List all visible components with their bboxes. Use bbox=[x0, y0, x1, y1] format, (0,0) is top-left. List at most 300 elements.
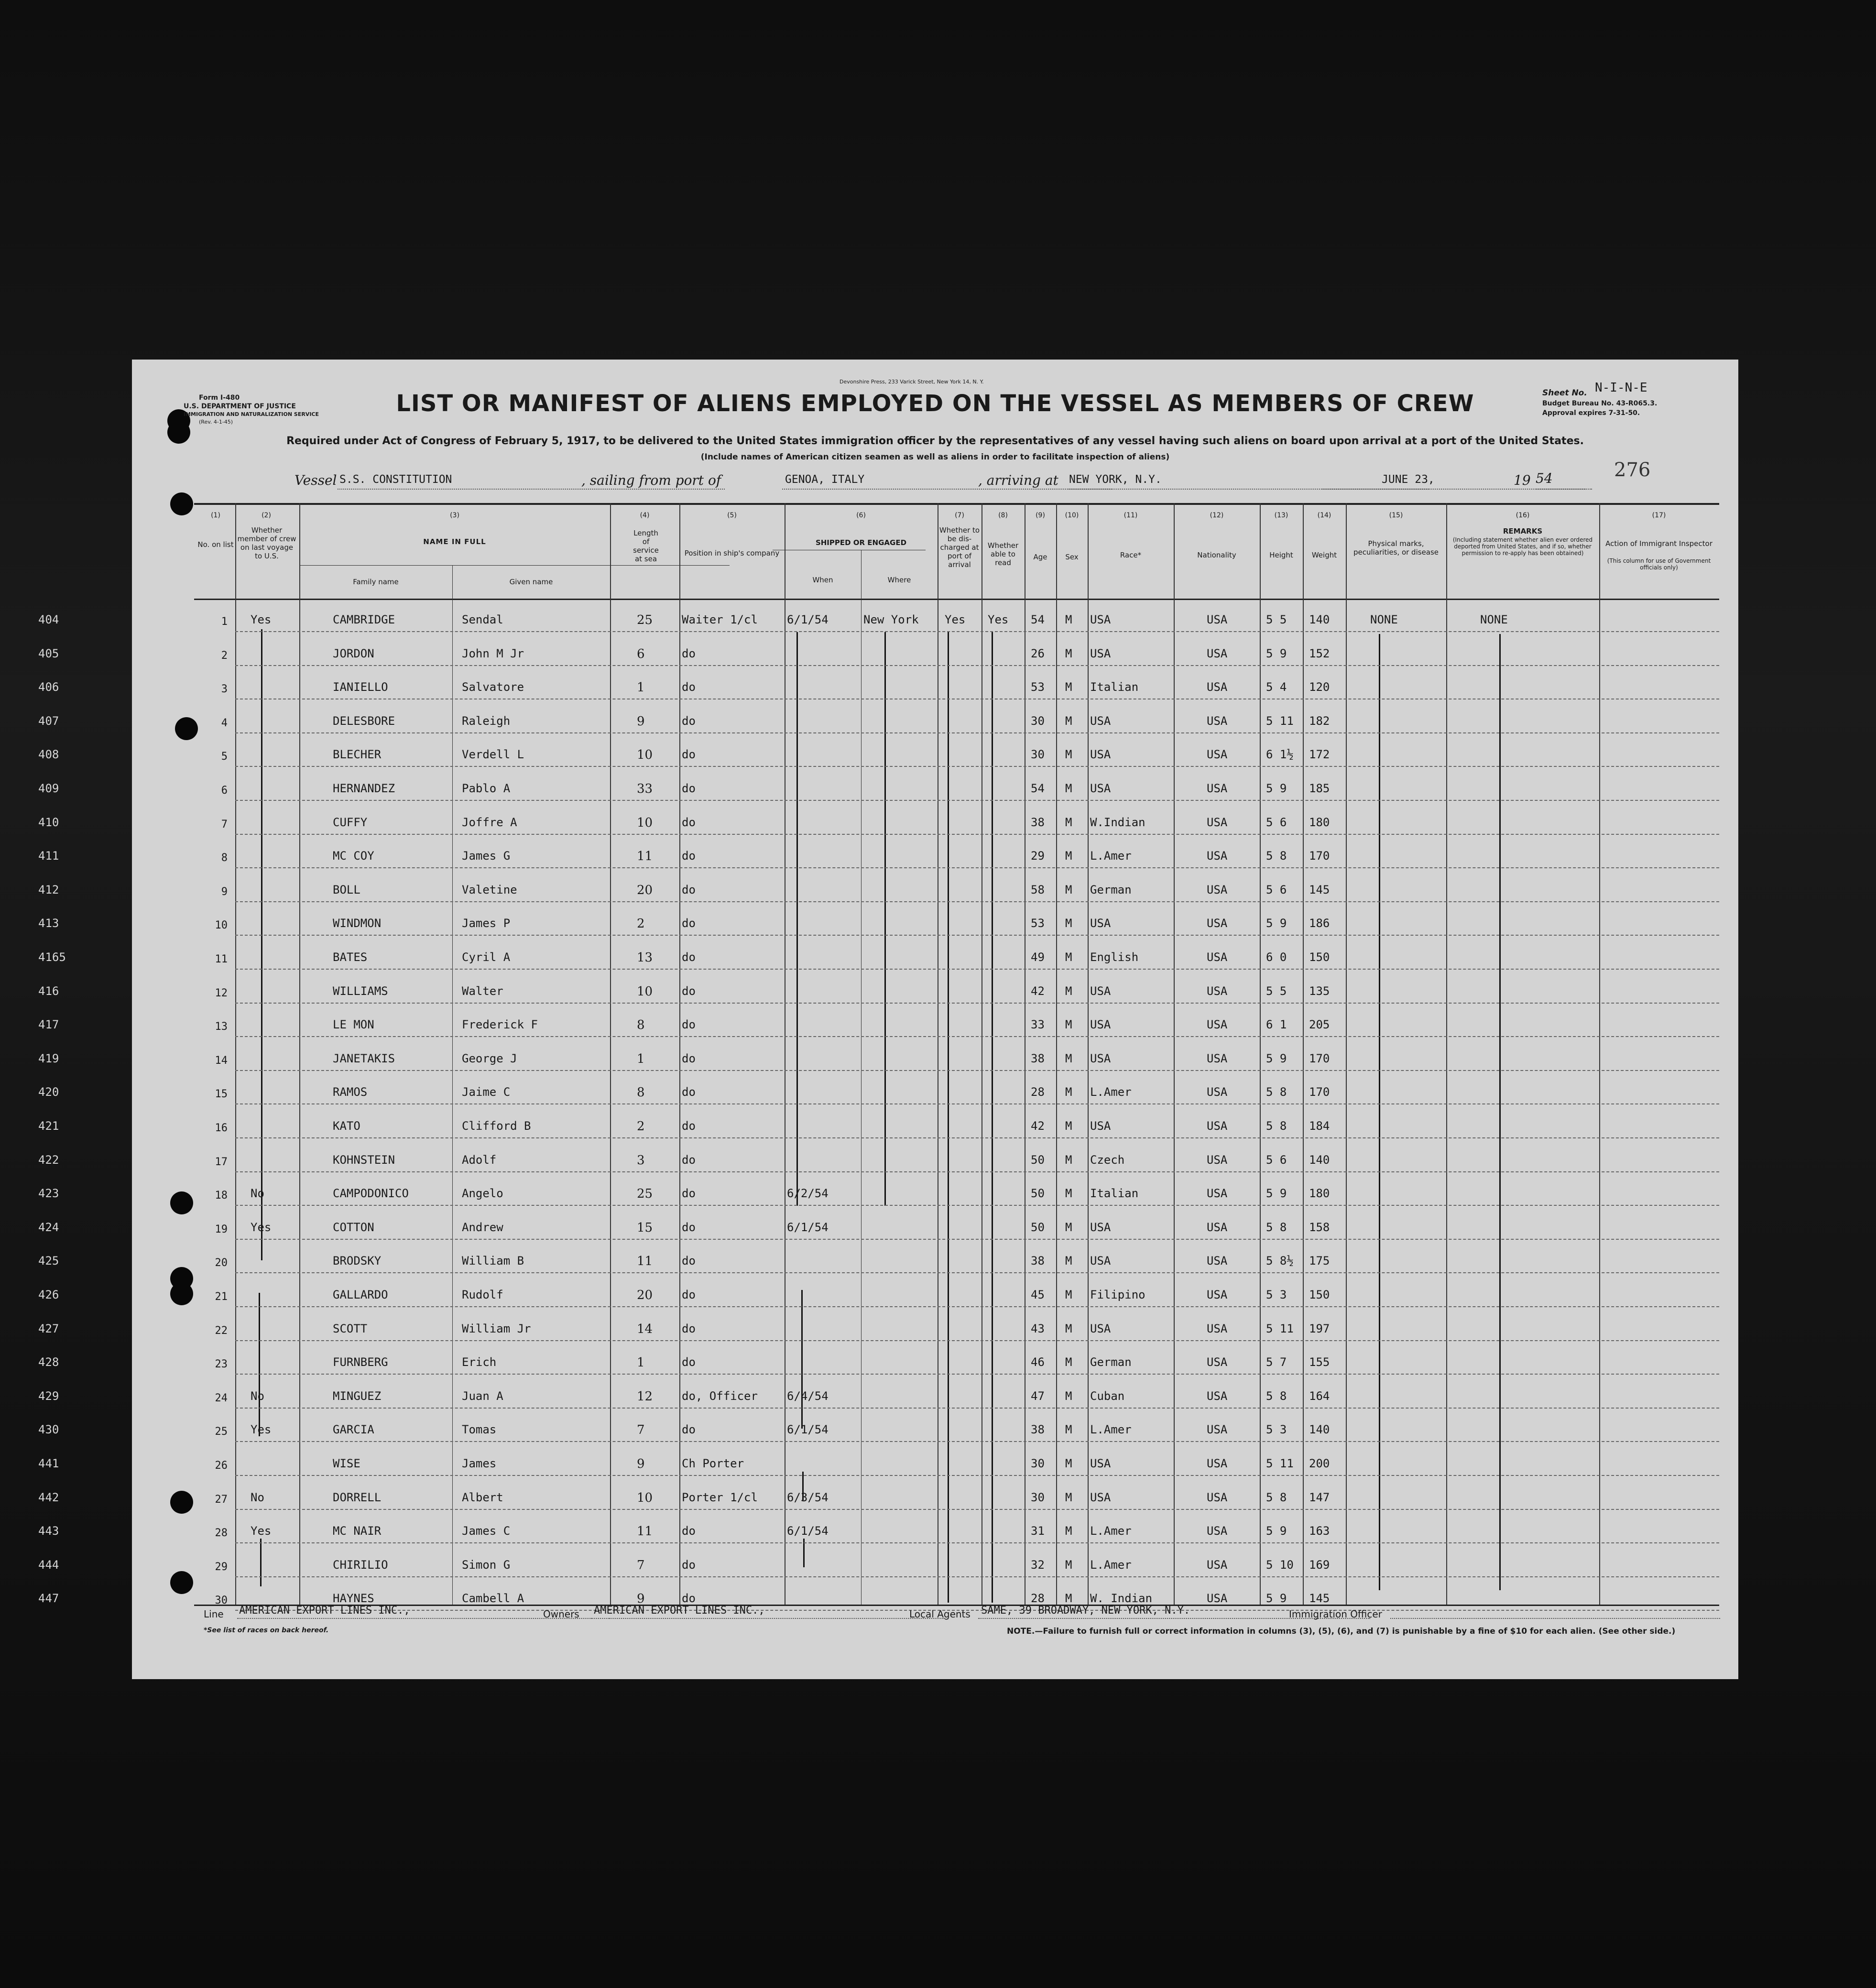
cell-race: USA bbox=[1090, 714, 1111, 728]
service-name: IMMIGRATION AND NATURALIZATION SERVICE bbox=[184, 411, 319, 417]
cell-nationality: USA bbox=[1207, 849, 1228, 863]
printer-line: Devonshire Press, 233 Varick Street, New York 14, N. Y. bbox=[840, 379, 984, 385]
page-subtitle: Required under Act of Congress of February 5, 1917, to be delivered to the United States immigration officer by the representatives of any vessel having such aliens on board upon arrival at a port of the United States. bbox=[286, 435, 1584, 447]
line-label: Line bbox=[204, 1608, 224, 1620]
cell-age: 33 bbox=[1031, 1018, 1045, 1031]
col-header-nationality: Nationality bbox=[1197, 551, 1236, 559]
owners-value: AMERICAN EXPORT LINES INC., bbox=[594, 1605, 765, 1617]
cell-race: L.Amer bbox=[1090, 1085, 1132, 1099]
list-number: 27 bbox=[215, 1494, 228, 1506]
cell-race: Italian bbox=[1090, 680, 1139, 694]
table-row bbox=[132, 680, 1738, 709]
cell-weight: 186 bbox=[1309, 917, 1330, 930]
cell-race: Cuban bbox=[1090, 1389, 1125, 1403]
cell-given-name: Verdell L bbox=[462, 748, 524, 761]
col-header-discharged: Whether to be dis-charged at port of arrival bbox=[939, 526, 980, 569]
cell-remarks: NONE bbox=[1480, 613, 1508, 626]
cell-family-name: RAMOS bbox=[333, 1085, 368, 1099]
cell-prev-voyage: Yes bbox=[251, 1221, 272, 1234]
list-number: 6 bbox=[221, 785, 228, 797]
cell-family-name: SCOTT bbox=[333, 1322, 368, 1335]
cell-sex: M bbox=[1065, 1254, 1072, 1267]
cell-weight: 200 bbox=[1309, 1457, 1330, 1470]
cell-service-length: 10 bbox=[637, 816, 653, 830]
cell-given-name: Frederick F bbox=[462, 1018, 538, 1031]
cell-shipped-when: 6/1/54 bbox=[787, 1423, 829, 1436]
ledger-number: 4165 bbox=[38, 950, 66, 964]
col-header-sex: Sex bbox=[1065, 553, 1079, 561]
cell-shipped-when: 6/4/54 bbox=[787, 1389, 829, 1403]
cell-service-length: 25 bbox=[637, 1187, 653, 1201]
cell-prev-voyage: No bbox=[251, 1491, 264, 1504]
cell-given-name: William Jr bbox=[462, 1322, 531, 1335]
cell-service-length: 7 bbox=[637, 1558, 645, 1573]
cell-service-length: 7 bbox=[637, 1423, 645, 1437]
cell-height: 6 1 bbox=[1266, 1018, 1287, 1031]
cell-weight: 197 bbox=[1309, 1322, 1330, 1335]
cell-sex: M bbox=[1065, 1592, 1072, 1605]
cell-family-name: COTTON bbox=[333, 1221, 374, 1234]
cell-prev-voyage: No bbox=[251, 1389, 264, 1403]
cell-service-length: 2 bbox=[637, 917, 645, 931]
table-row bbox=[132, 748, 1738, 776]
cell-age: 46 bbox=[1031, 1355, 1045, 1369]
list-number: 2 bbox=[221, 650, 228, 662]
sailing-port: GENOA, ITALY bbox=[785, 473, 865, 486]
cell-service-length: 13 bbox=[637, 950, 653, 965]
cell-race: L.Amer bbox=[1090, 1423, 1132, 1436]
sheet-label: Sheet No. bbox=[1542, 388, 1587, 398]
cell-family-name: BOLL bbox=[333, 883, 360, 896]
cell-age: 30 bbox=[1031, 714, 1045, 728]
local-agents-label: Local Agents bbox=[909, 1608, 971, 1620]
cell-family-name: MC COY bbox=[333, 849, 374, 863]
table-row bbox=[132, 1254, 1738, 1283]
cell-service-length: 1 bbox=[637, 1052, 645, 1066]
cell-sex: M bbox=[1065, 1558, 1072, 1572]
page-title: LIST OR MANIFEST OF ALIENS EMPLOYED ON THE VESSEL AS MEMBERS OF CREW bbox=[396, 390, 1474, 417]
cell-family-name: BATES bbox=[333, 950, 368, 964]
arrival-date: JUNE 23, bbox=[1382, 473, 1435, 486]
cell-given-name: William B bbox=[462, 1254, 524, 1267]
cell-sex: M bbox=[1065, 1288, 1072, 1301]
cell-family-name: DORRELL bbox=[333, 1491, 382, 1504]
col-header-service: Length of service at sea bbox=[633, 529, 659, 563]
cell-race: USA bbox=[1090, 613, 1111, 626]
table-row bbox=[132, 1322, 1738, 1351]
col-header-last-voyage: Whether member of crew on last voyage to U.S. bbox=[237, 526, 296, 560]
cell-given-name: Sendal bbox=[462, 613, 503, 626]
cell-sex: M bbox=[1065, 1491, 1072, 1504]
cell-position: do bbox=[682, 917, 696, 930]
form-number: Form I-480 bbox=[199, 394, 240, 402]
cell-service-length: 9 bbox=[637, 714, 645, 729]
cell-position: do bbox=[682, 714, 696, 728]
cell-given-name: Simon G bbox=[462, 1558, 511, 1572]
cell-position: do bbox=[682, 1423, 696, 1436]
cell-family-name: HERNANDEZ bbox=[333, 782, 395, 795]
list-number: 4 bbox=[221, 717, 228, 729]
cell-sex: M bbox=[1065, 1153, 1072, 1167]
cell-nationality: USA bbox=[1207, 1119, 1228, 1133]
list-number: 19 bbox=[215, 1223, 228, 1235]
cell-given-name: Clifford B bbox=[462, 1119, 531, 1133]
table-row bbox=[132, 1524, 1738, 1553]
list-number: 13 bbox=[215, 1021, 228, 1033]
cell-given-name: James P bbox=[462, 917, 511, 930]
cell-nationality: USA bbox=[1207, 1254, 1228, 1267]
cell-family-name: MC NAIR bbox=[333, 1524, 382, 1538]
cell-race: Italian bbox=[1090, 1187, 1139, 1200]
cell-age: 31 bbox=[1031, 1524, 1045, 1538]
cell-race: W. Indian bbox=[1090, 1592, 1153, 1605]
list-number: 22 bbox=[215, 1325, 228, 1337]
cell-race: L.Amer bbox=[1090, 1524, 1132, 1538]
cell-service-length: 3 bbox=[637, 1153, 645, 1168]
form-revision: (Rev. 4-1-45) bbox=[199, 419, 233, 425]
cell-nationality: USA bbox=[1207, 1018, 1228, 1031]
cell-age: 50 bbox=[1031, 1187, 1045, 1200]
cell-age: 38 bbox=[1031, 816, 1045, 829]
cell-nationality: USA bbox=[1207, 1187, 1228, 1200]
cell-race: USA bbox=[1090, 1052, 1111, 1065]
cell-age: 28 bbox=[1031, 1592, 1045, 1605]
cell-nationality: USA bbox=[1207, 748, 1228, 761]
cell-race: USA bbox=[1090, 984, 1111, 998]
arriving-port: NEW YORK, N.Y. bbox=[1069, 473, 1162, 486]
col-header-no: No. on list bbox=[197, 540, 234, 549]
ledger-number: 447 bbox=[38, 1592, 59, 1605]
cell-age: 38 bbox=[1031, 1052, 1045, 1065]
cell-weight: 140 bbox=[1309, 613, 1330, 626]
cell-height: 5 5 bbox=[1266, 984, 1287, 998]
table-row bbox=[132, 1085, 1738, 1114]
cell-given-name: Cyril A bbox=[462, 950, 511, 964]
cell-nationality: USA bbox=[1207, 714, 1228, 728]
cell-shipped-when: 6/1/54 bbox=[787, 1221, 829, 1234]
list-number: 18 bbox=[215, 1190, 228, 1202]
cell-weight: 182 bbox=[1309, 714, 1330, 728]
cell-nationality: USA bbox=[1207, 917, 1228, 930]
cell-weight: 120 bbox=[1309, 680, 1330, 694]
cell-height: 5 8 bbox=[1266, 1389, 1287, 1403]
cell-family-name: CAMPODONICO bbox=[333, 1187, 409, 1200]
cell-race: USA bbox=[1090, 1018, 1111, 1031]
list-number: 26 bbox=[215, 1460, 228, 1472]
cell-family-name: IANIELLO bbox=[333, 680, 388, 694]
cell-sex: M bbox=[1065, 748, 1072, 761]
cell-family-name: KOHNSTEIN bbox=[333, 1153, 395, 1167]
cell-position: do bbox=[682, 680, 696, 694]
table-row bbox=[132, 984, 1738, 1013]
list-number: 21 bbox=[215, 1291, 228, 1303]
cell-position: do bbox=[682, 1355, 696, 1369]
table-row bbox=[132, 1018, 1738, 1047]
cell-family-name: DELESBORE bbox=[333, 714, 395, 728]
cell-position: do bbox=[682, 1119, 696, 1133]
cell-position: do bbox=[682, 816, 696, 829]
cell-height: 5 8 bbox=[1266, 1491, 1287, 1504]
col-header-inspector-note: (This column for use of Government officials only) bbox=[1607, 557, 1711, 571]
cell-family-name: HAYNES bbox=[333, 1592, 374, 1605]
cell-shipped-when: 6/1/54 bbox=[787, 613, 829, 626]
cell-weight: 172 bbox=[1309, 748, 1330, 761]
cell-able-to-read: Yes bbox=[988, 613, 1009, 626]
ledger-number: 413 bbox=[38, 917, 59, 930]
cell-sex: M bbox=[1065, 714, 1072, 728]
fine-note: NOTE.—Failure to furnish full or correct information in columns (3), (5), (6), and (7) is punishable by a fine of $10 for each alien. (See other side.) bbox=[1007, 1627, 1676, 1636]
stamp-number: 276 bbox=[1614, 459, 1651, 481]
punch-hole bbox=[170, 492, 193, 515]
cell-family-name: BLECHER bbox=[333, 748, 382, 761]
cell-service-length: 8 bbox=[637, 1018, 645, 1032]
cell-nationality: USA bbox=[1207, 984, 1228, 998]
sailing-label: , sailing from port of bbox=[581, 472, 721, 488]
cell-race: USA bbox=[1090, 647, 1111, 660]
ledger-number: 416 bbox=[38, 984, 59, 998]
cell-height: 5 6 bbox=[1266, 883, 1287, 896]
cell-age: 42 bbox=[1031, 984, 1045, 998]
cell-age: 38 bbox=[1031, 1254, 1045, 1267]
cell-sex: M bbox=[1065, 816, 1072, 829]
cell-sex: M bbox=[1065, 1457, 1072, 1470]
cell-position: do bbox=[682, 782, 696, 795]
ledger-number: 422 bbox=[38, 1153, 59, 1167]
cell-position: do bbox=[682, 1085, 696, 1099]
cell-nationality: USA bbox=[1207, 782, 1228, 795]
cell-race: USA bbox=[1090, 748, 1111, 761]
cell-prev-voyage: Yes bbox=[251, 613, 272, 626]
cell-nationality: USA bbox=[1207, 1288, 1228, 1301]
list-number: 28 bbox=[215, 1527, 228, 1539]
ledger-number: 443 bbox=[38, 1524, 59, 1538]
cell-nationality: USA bbox=[1207, 1153, 1228, 1167]
ledger-number: 426 bbox=[38, 1288, 59, 1301]
cell-position: do bbox=[682, 1254, 696, 1267]
cell-position: do bbox=[682, 1288, 696, 1301]
cell-race: Czech bbox=[1090, 1153, 1125, 1167]
cell-service-length: 8 bbox=[637, 1085, 645, 1100]
cell-age: 28 bbox=[1031, 1085, 1045, 1099]
cell-age: 49 bbox=[1031, 950, 1045, 964]
cell-height: 5 9 bbox=[1266, 1052, 1287, 1065]
col-header-inspector: Action of Immigrant Inspector bbox=[1605, 539, 1712, 548]
cell-position: do bbox=[682, 883, 696, 896]
cell-shipped-when: 6/3/54 bbox=[787, 1491, 829, 1504]
cell-race: USA bbox=[1090, 1221, 1111, 1234]
ledger-number: 405 bbox=[38, 647, 59, 660]
cell-weight: 150 bbox=[1309, 1288, 1330, 1301]
cell-height: 5 9 bbox=[1266, 782, 1287, 795]
cell-height: 5 3 bbox=[1266, 1288, 1287, 1301]
cell-race: German bbox=[1090, 1355, 1132, 1369]
cell-race: Filipino bbox=[1090, 1288, 1145, 1301]
cell-sex: M bbox=[1065, 1322, 1072, 1335]
cell-nationality: USA bbox=[1207, 1221, 1228, 1234]
list-number: 15 bbox=[215, 1088, 228, 1100]
cell-sex: M bbox=[1065, 1187, 1072, 1200]
cell-nationality: USA bbox=[1207, 1524, 1228, 1538]
table-row bbox=[132, 1355, 1738, 1384]
table-row bbox=[132, 849, 1738, 878]
cell-given-name: Juan A bbox=[462, 1389, 503, 1403]
cell-nationality: USA bbox=[1207, 1085, 1228, 1099]
cell-given-name: Pablo A bbox=[462, 782, 511, 795]
cell-position: do bbox=[682, 1221, 696, 1234]
cell-weight: 180 bbox=[1309, 816, 1330, 829]
cell-nationality: USA bbox=[1207, 1423, 1228, 1436]
cell-age: 26 bbox=[1031, 647, 1045, 660]
cell-height: 6 0 bbox=[1266, 950, 1287, 964]
col-header-height: Height bbox=[1269, 551, 1293, 559]
cell-sex: M bbox=[1065, 1119, 1072, 1133]
ledger-number: 444 bbox=[38, 1558, 59, 1572]
cell-weight: 169 bbox=[1309, 1558, 1330, 1572]
list-number: 25 bbox=[215, 1426, 228, 1438]
cell-prev-voyage: No bbox=[251, 1187, 264, 1200]
cell-height: 5 6 bbox=[1266, 816, 1287, 829]
cell-family-name: GARCIA bbox=[333, 1423, 374, 1436]
cell-service-length: 9 bbox=[637, 1592, 645, 1606]
cell-service-length: 33 bbox=[637, 782, 653, 796]
cell-given-name: Salvatore bbox=[462, 680, 524, 694]
page-subtitle-note: (Include names of American citizen seamen as well as aliens in order to facilitate inspection of aliens) bbox=[700, 452, 1170, 462]
ledger-number: 441 bbox=[38, 1457, 59, 1470]
cell-weight: 170 bbox=[1309, 849, 1330, 863]
cell-weight: 145 bbox=[1309, 1592, 1330, 1605]
col-header-marks: Physical marks, peculiarities, or disease bbox=[1353, 539, 1439, 557]
ledger-number: 424 bbox=[38, 1221, 59, 1234]
cell-nationality: USA bbox=[1207, 1052, 1228, 1065]
col-header-shipped: SHIPPED OR ENGAGED bbox=[815, 538, 907, 547]
cell-family-name: JANETAKIS bbox=[333, 1052, 395, 1065]
cell-family-name: WISE bbox=[333, 1457, 360, 1470]
cell-sex: M bbox=[1065, 1052, 1072, 1065]
cell-height: 5 8 bbox=[1266, 1221, 1287, 1234]
list-number: 24 bbox=[215, 1392, 228, 1404]
cell-height: 5 8 bbox=[1266, 849, 1287, 863]
cell-nationality: USA bbox=[1207, 1322, 1228, 1335]
cell-position: do bbox=[682, 984, 696, 998]
cell-given-name: James G bbox=[462, 849, 511, 863]
cell-given-name: Rudolf bbox=[462, 1288, 503, 1301]
col-header-given-name: Given name bbox=[509, 578, 553, 586]
cell-discharged: Yes bbox=[945, 613, 966, 626]
arriving-label: , arriving at bbox=[978, 472, 1058, 488]
cell-age: 54 bbox=[1031, 782, 1045, 795]
ledger-number: 407 bbox=[38, 714, 59, 728]
cell-given-name: James C bbox=[462, 1524, 511, 1538]
cell-family-name: CUFFY bbox=[333, 816, 368, 829]
cell-age: 47 bbox=[1031, 1389, 1045, 1403]
list-number: 14 bbox=[215, 1055, 228, 1067]
approval-expiry: Approval expires 7-31-50. bbox=[1542, 409, 1640, 417]
table-row bbox=[132, 816, 1738, 844]
table-row bbox=[132, 1389, 1738, 1418]
cell-race: English bbox=[1090, 950, 1139, 964]
cell-sex: M bbox=[1065, 917, 1072, 930]
cell-position: do bbox=[682, 1322, 696, 1335]
ledger-number: 404 bbox=[38, 613, 59, 626]
table-row bbox=[132, 782, 1738, 810]
col-header-when: When bbox=[812, 576, 833, 584]
cell-service-length: 10 bbox=[637, 984, 653, 999]
cell-weight: 155 bbox=[1309, 1355, 1330, 1369]
cell-race: USA bbox=[1090, 782, 1111, 795]
ledger-number: 409 bbox=[38, 782, 59, 795]
cell-position: do bbox=[682, 748, 696, 761]
cell-weight: 158 bbox=[1309, 1221, 1330, 1234]
cell-race: USA bbox=[1090, 1457, 1111, 1470]
cell-position: do bbox=[682, 849, 696, 863]
cell-weight: 145 bbox=[1309, 883, 1330, 896]
cell-service-length: 12 bbox=[637, 1389, 653, 1404]
ledger-number: 417 bbox=[38, 1018, 59, 1031]
cell-service-length: 11 bbox=[637, 1524, 653, 1539]
cell-sex: M bbox=[1065, 613, 1072, 626]
cell-weight: 140 bbox=[1309, 1153, 1330, 1167]
cell-nationality: USA bbox=[1207, 1558, 1228, 1572]
ledger-number: 428 bbox=[38, 1355, 59, 1369]
cell-nationality: USA bbox=[1207, 950, 1228, 964]
cell-age: 30 bbox=[1031, 1491, 1045, 1504]
table-row bbox=[132, 1491, 1738, 1519]
cell-height: 5 8 bbox=[1266, 1085, 1287, 1099]
manifest-sheet: Form I-480 U.S. DEPARTMENT OF JUSTICE IMMIGRATION AND NATURALIZATION SERVICE (Rev. 4-1-45) Devonshire Press, 233 Varick Street, New York 14, N. Y. LIST OR MANIFEST OF ALIENS EMPLOYED ON THE VESSEL AS MEMBERS OF CREW Required under Act of Congress of February 5, 1917, to be delivered to the United States immigration officer by the representatives of any vessel having such aliens on board upon arrival at a port of the United States. (Include names of American citizen seamen as well as aliens in order to facilitate inspection of aliens) Sheet No. N-I-N-E Budget Bureau No. 43-R065.3. Approval expires 7-31-50. 276 Vessel S.S. CONSTITUTION , sailing from port of GENOA, ITALY , arriving at NEW YORK, N.Y. JUNE 23, 19 54 (1) No. on list (2) Whether member of crew on last voyage to U.S. (3) NAME IN FULL Family name Given name (4) Length of service at sea (5) Position in ship's company (6) SHIPPED OR ENGAGED When Where (7) Whether to be dis-charged at port of arrival (8) Whether able to read (9) Age (10) Sex (11) Race* (12) Nationality (13) Height (14) Weight (15) Physical marks, peculiarities, or disease (16) REMARKS (Including statement whether alien ever ordered deported from United States, and if so, whether permission to re-apply has been obtained) (17) Action of Immigrant Inspector (This column for use of Government officials only) 1 Yes CAMBRIDGE Sendal 25 Waiter 1/cl 6/1/54 New York Yes Yes 54 M USA USA 5 5 140 NONE NONE 2 JORDON John M Jr 6 do 26 M USA USA 5 9 152 3 IANIELLO Salvatore 1 do 53 M Italian USA 5 4 120 4 DELESBORE Raleigh 9 do 30 M USA USA 5 11 182 5 BLECHER Verdell L 10 do 30 M USA USA 6 1½ 172 6 HERNANDEZ Pablo A 33 do 54 M USA USA 5 9 185 7 CUFFY Joffre A 10 do 38 M W.Indian USA 5 6 180 8 MC COY James G 11 do 29 M L.Amer USA 5 8 170 9 BOLL Valetine 20 do 58 M German USA 5 6 145 10 WINDMON James P 2 do 53 M USA USA 5 9 186 11 BATES Cyril A 13 do 49 M English USA 6 0 150 12 WILLIAMS Walter 10 do 42 M USA USA 5 5 135 13 LE MON Frederick F 8 do 33 M USA USA 6 1 205 14 JANETAKIS George J 1 do 38 M USA USA 5 9 170 15 RAMOS Jaime C 8 do 28 M L.Amer USA 5 8 170 16 KATO Clifford B 2 do 42 M USA USA 5 8 184 17 KOHNSTEIN Adolf 3 do 50 M Czech USA 5 6 140 18 No CAMPODONICO Angelo 25 do 6/2/54 50 M Italian USA 5 9 180 19 Yes COTTON Andrew 15 do 6/1/54 50 M USA USA 5 8 158 20 BRODSKY William B 11 do 38 M USA USA 5 8½ 175 21 GALLARDO Rudolf 20 do 45 M Filipino USA 5 3 150 22 SCOTT William Jr 14 do 43 M USA USA 5 11 197 23 FURNBERG Erich 1 do 46 M German USA 5 7 155 24 No MINGUEZ Juan A 12 do, Officer 6/4/54 47 M Cuban USA 5 8 164 25 Yes GARCIA Tomas 7 do 6/1/54 38 M L.Amer USA 5 3 140 26 WISE James 9 Ch Porter 30 M USA USA 5 11 200 27 No DORRELL Albert 10 Porter 1/cl 6/3/54 30 M USA USA 5 8 147 28 Yes MC NAIR James C 11 do 6/1/54 31 M L.Amer USA 5 9 163 29 CHIRILIO Simon G 7 do 32 M L.Amer USA 5 10 169 30 HAYNES Cambell A 9 do 28 M W. Indian USA 5 9 145 Line AMERICAN EXPORT LINES INC., Owners AMERICAN EXPORT LINES INC., Local Agents SAME, 39 BROADWAY, NEW YORK, N.Y. Immigration Officer *See list of races on back hereof. NOTE.—Failure to furnish full or correct information in columns (3), (5), (6), and (7) is punishable by a fine of $10 for each alien. (See other side.) bbox=[132, 360, 1738, 1679]
cell-given-name: Adolf bbox=[462, 1153, 497, 1167]
cell-position: do bbox=[682, 1592, 696, 1605]
cell-height: 5 3 bbox=[1266, 1423, 1287, 1436]
cell-age: 30 bbox=[1031, 748, 1045, 761]
cell-weight: 152 bbox=[1309, 647, 1330, 660]
list-number: 20 bbox=[215, 1257, 228, 1269]
cell-race: L.Amer bbox=[1090, 1558, 1132, 1572]
ledger-number: 442 bbox=[38, 1491, 59, 1504]
cell-sex: M bbox=[1065, 1389, 1072, 1403]
cell-service-length: 9 bbox=[637, 1457, 645, 1471]
cell-nationality: USA bbox=[1207, 1389, 1228, 1403]
cell-race: German bbox=[1090, 883, 1132, 896]
ledger-number: 425 bbox=[38, 1254, 59, 1267]
cell-sex: M bbox=[1065, 1085, 1072, 1099]
sheet-number: N-I-N-E bbox=[1595, 381, 1647, 395]
cell-weight: 163 bbox=[1309, 1524, 1330, 1538]
ledger-number: 410 bbox=[38, 816, 59, 829]
cell-weight: 175 bbox=[1309, 1254, 1330, 1267]
cell-nationality: USA bbox=[1207, 647, 1228, 660]
list-number: 3 bbox=[221, 683, 228, 695]
cell-sex: M bbox=[1065, 1423, 1072, 1436]
col-header-race: Race* bbox=[1120, 551, 1142, 559]
cell-service-length: 1 bbox=[637, 680, 645, 695]
cell-height: 5 9 bbox=[1266, 917, 1287, 930]
cell-service-length: 11 bbox=[637, 849, 653, 863]
cell-family-name: WILLIAMS bbox=[333, 984, 388, 998]
cell-position: do bbox=[682, 950, 696, 964]
table-row bbox=[132, 1221, 1738, 1249]
cell-service-length: 6 bbox=[637, 647, 645, 661]
cell-sex: M bbox=[1065, 849, 1072, 863]
cell-family-name: LE MON bbox=[333, 1018, 374, 1031]
cell-weight: 140 bbox=[1309, 1423, 1330, 1436]
ledger-number: 412 bbox=[38, 883, 59, 896]
col-header-name: NAME IN FULL bbox=[423, 537, 486, 546]
cell-family-name: KATO bbox=[333, 1119, 360, 1133]
cell-weight: 184 bbox=[1309, 1119, 1330, 1133]
col-header-family-name: Family name bbox=[353, 578, 399, 586]
table-row bbox=[132, 1558, 1738, 1587]
cell-weight: 164 bbox=[1309, 1389, 1330, 1403]
